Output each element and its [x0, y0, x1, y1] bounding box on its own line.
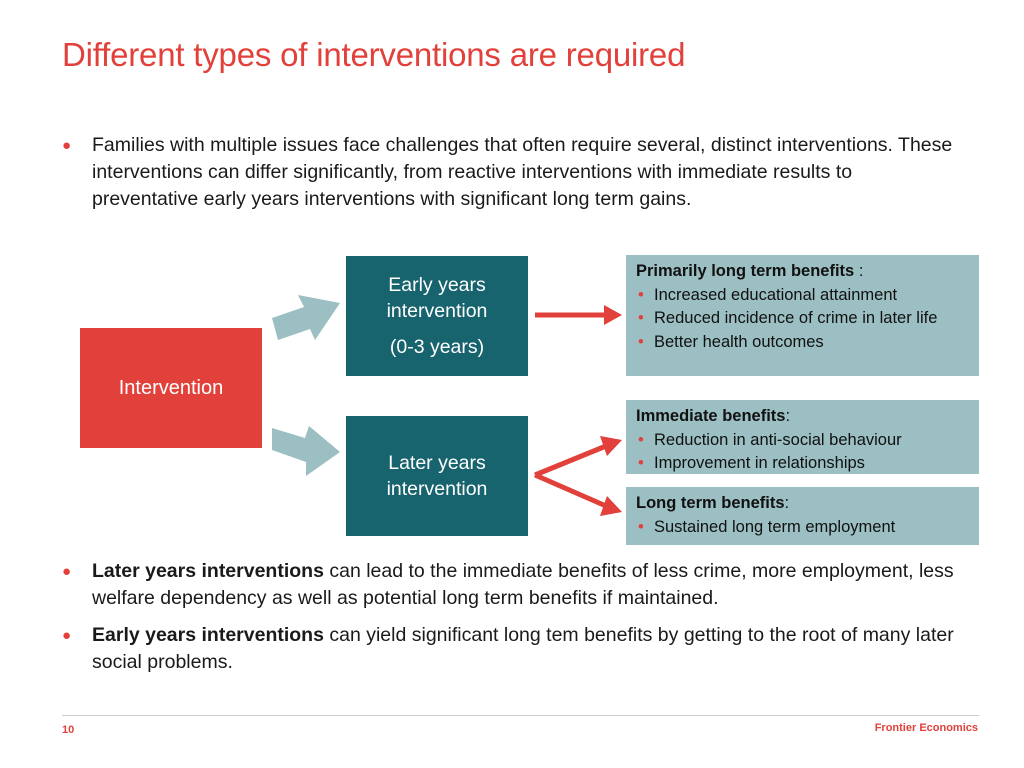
arrow-later-to-long-term	[535, 475, 622, 516]
footer-divider	[62, 715, 979, 716]
list-item-text: Reduction in anti-social behaviour	[654, 430, 902, 449]
early-years-label: Early years intervention	[386, 274, 488, 322]
long-term-benefits-box	[626, 487, 979, 545]
list-item: • Reduction in anti-social behaviour	[638, 430, 902, 449]
long-term-benefits-heading: Long term benefits	[636, 494, 785, 512]
intervention-box	[80, 328, 262, 448]
early-years-bullet	[62, 622, 962, 676]
early-years-bullet-bold: Early years interventions	[92, 624, 324, 646]
intro-bullet-text: Families with multiple issues face challenges that often require several, distinct interventions. These interventions can differ significantly, from reactive interventions with immediate results to preventative early years interventions with significant long term gains.	[92, 134, 953, 210]
later-years-label: Later years intervention	[386, 452, 488, 500]
immediate-benefits-box	[626, 400, 979, 474]
early-years-age-range: (0-3 years)	[389, 336, 485, 358]
list-item: • Sustained long term employment	[638, 517, 896, 536]
footer-brand: Frontier Economics	[874, 722, 978, 734]
primary-benefits-heading-suffix: :	[854, 262, 864, 280]
list-item-text: Increased educational attainment	[654, 285, 898, 304]
long-term-benefits-heading-suffix: :	[784, 494, 790, 512]
arrow-later-to-immediate	[535, 436, 622, 475]
bullet-dot-icon: ●	[62, 137, 72, 154]
bullet-dot-icon: ●	[62, 563, 72, 580]
intervention-label: Intervention	[118, 376, 224, 399]
later-years-box	[346, 416, 528, 536]
later-years-bullet-bold: Later years interventions	[92, 560, 324, 582]
arrow-early-to-primary	[535, 305, 622, 325]
bottom-bullet-list	[62, 558, 962, 676]
page-title: Different types of interventions are required	[62, 36, 686, 73]
early-years-bullet-text: can yield significant long tem benefits by getting to the root of many later social problems.	[92, 624, 954, 673]
list-item: • Reduced incidence of crime in later life	[638, 309, 938, 327]
later-years-bullet-text: can lead to the immediate benefits of less crime, more employment, less welfare dependency as well as potential long term benefits if maintained.	[92, 560, 954, 609]
primary-benefits-heading-row	[636, 260, 969, 284]
bullet-dot-icon: ●	[62, 627, 72, 644]
list-item: • Increased educational attainment	[638, 285, 898, 304]
immediate-benefits-heading-row	[636, 405, 969, 429]
primary-benefits-heading: Primarily long term benefits	[636, 262, 855, 280]
page-number: 10	[62, 724, 75, 736]
early-years-box	[346, 256, 528, 376]
list-item: • Improvement in relationships	[638, 454, 865, 472]
immediate-benefits-heading-suffix: :	[785, 407, 791, 425]
primary-benefits-box	[626, 255, 979, 376]
list-item-text: Better health outcomes	[654, 332, 824, 351]
arrow-to-later-years	[272, 426, 340, 476]
list-item-text: Sustained long term employment	[654, 517, 896, 536]
list-item-text: Improvement in relationships	[654, 454, 865, 472]
immediate-benefits-heading: Immediate benefits	[636, 407, 786, 425]
long-term-benefits-heading-row	[636, 492, 969, 516]
list-item-text: Reduced incidence of crime in later life	[654, 309, 938, 327]
arrow-to-early-years	[272, 295, 340, 340]
list-item: • Better health outcomes	[638, 332, 824, 351]
later-years-bullet	[62, 558, 962, 612]
